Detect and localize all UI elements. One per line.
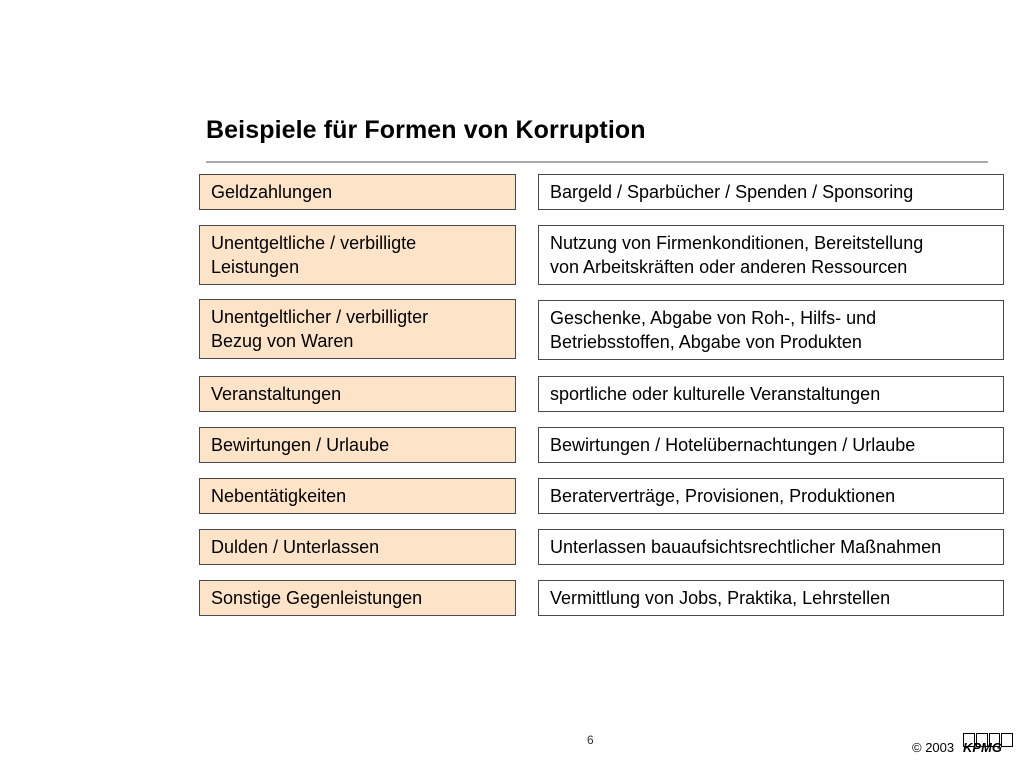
category-label: Sonstige Gegenleistungen [211, 588, 423, 608]
example-label: Geschenke, Abgabe von Roh-, Hilfs- und Betriebsstoffen, Abgabe von Produkten [550, 308, 877, 352]
category-box [199, 174, 516, 210]
example-label: Vermittlung von Jobs, Praktika, Lehrstellen [550, 588, 891, 608]
example-box [538, 529, 1004, 565]
category-box [199, 376, 516, 412]
category-box [199, 478, 516, 514]
category-label: Geldzahlungen [211, 182, 333, 202]
slide-title: Beispiele für Formen von Korruption [206, 116, 646, 144]
category-box [199, 529, 516, 565]
kpmg-logo-text: KPMG [963, 740, 1002, 755]
example-label: Bewirtungen / Hotelübernachtungen / Urlaube [550, 435, 916, 455]
page-number: 6 [587, 733, 594, 747]
category-box [199, 580, 516, 616]
category-box [199, 225, 516, 285]
category-label: Veranstaltungen [211, 384, 342, 404]
category-box [199, 299, 516, 359]
example-label: Unterlassen bauaufsichtsrechtlicher Maßnahmen [550, 537, 942, 557]
example-box [538, 427, 1004, 463]
example-box [538, 174, 1004, 210]
title-divider [206, 161, 988, 163]
category-label: Dulden / Unterlassen [211, 537, 380, 557]
example-label: sportliche oder kulturelle Veranstaltungen [550, 384, 881, 404]
category-label: Unentgeltliche / verbilligte Leistungen [211, 233, 417, 277]
example-box [538, 580, 1004, 616]
example-label: Beraterverträge, Provisionen, Produktionen [550, 486, 896, 506]
category-label: Nebentätigkeiten [211, 486, 347, 506]
example-box [538, 376, 1004, 412]
category-label: Bewirtungen / Urlaube [211, 435, 390, 455]
category-box [199, 427, 516, 463]
example-label: Bargeld / Sparbücher / Spenden / Sponsoring [550, 182, 914, 202]
example-box [538, 300, 1004, 360]
category-label: Unentgeltlicher / verbilligter Bezug von Waren [211, 307, 429, 351]
example-box [538, 478, 1004, 514]
copyright-text: © 2003 [912, 740, 955, 755]
example-label: Nutzung von Firmenkonditionen, Bereitstellung von Arbeitskräften oder anderen Ressourcen [550, 233, 924, 277]
example-box [538, 225, 1004, 285]
